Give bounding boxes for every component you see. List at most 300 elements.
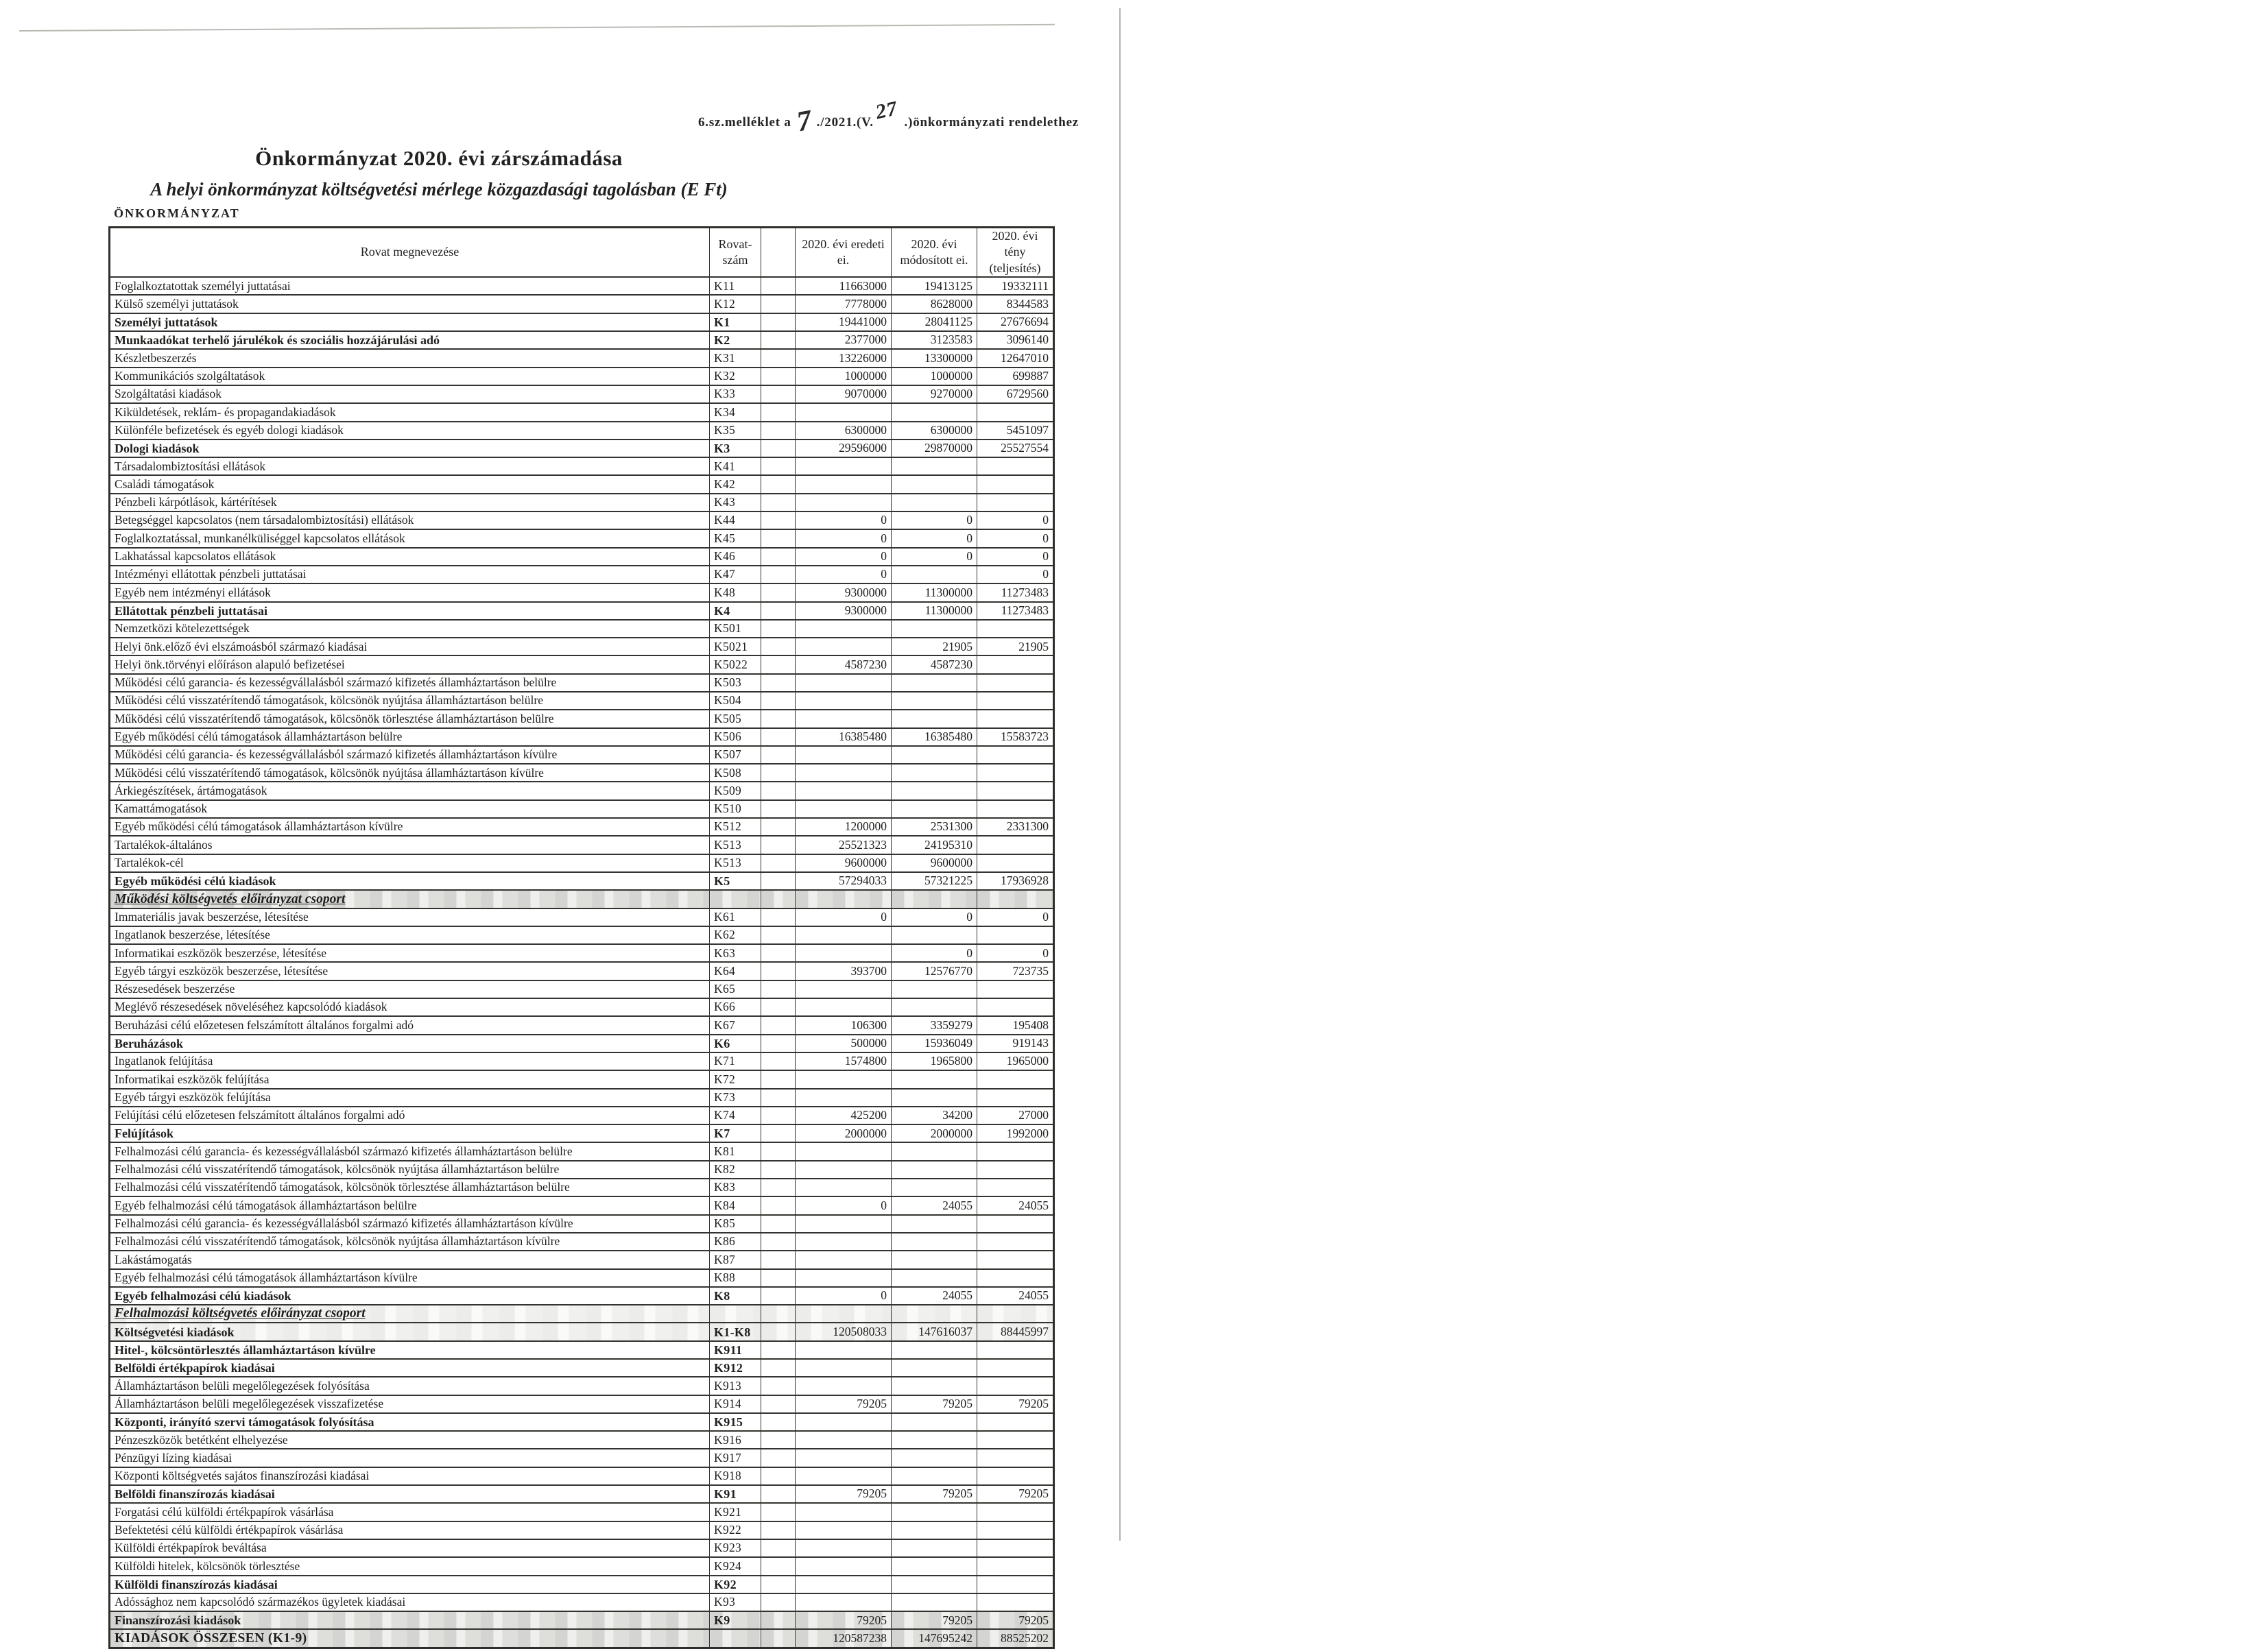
cell-actual <box>977 1161 1054 1179</box>
table-row <box>110 1052 1054 1070</box>
cell-actual <box>977 674 1054 692</box>
cell-actual: 88445997 <box>977 1323 1054 1340</box>
cell-code: K512 <box>710 818 761 836</box>
cell-name: Működési célú visszatérítendő támogatások, kölcsönök törlesztése államháztartáson belülre <box>110 710 710 727</box>
cell-code: K4 <box>710 602 761 620</box>
cell-original: 29596000 <box>796 440 892 457</box>
cell-modified <box>892 998 977 1016</box>
cell-actual: 699887 <box>977 368 1054 385</box>
cell-name: Árkiegészítések, ártámogatások <box>110 782 710 799</box>
table-row <box>110 728 1054 746</box>
cell-name: Egyéb felhalmozási célú támogatások államháztartáson kívülre <box>110 1269 710 1287</box>
cell-code: K32 <box>710 368 761 385</box>
table-row <box>110 440 1054 457</box>
cell-original <box>796 1269 892 1287</box>
header-actual: 2020. évi tény (teljesítés) <box>977 228 1054 278</box>
table-row <box>110 836 1054 854</box>
cell-gap <box>761 836 796 854</box>
table-row <box>110 1341 1054 1359</box>
attachment-annotation <box>698 97 1079 139</box>
table-row <box>110 368 1054 385</box>
cell-actual: 79205 <box>977 1395 1054 1413</box>
cell-gap <box>761 457 796 475</box>
cell-actual: 1965000 <box>977 1052 1054 1070</box>
cell-code: K66 <box>710 998 761 1016</box>
table-row <box>110 764 1054 782</box>
cell-modified: 13300000 <box>892 349 977 367</box>
cell-modified: 0 <box>892 908 977 926</box>
cell-actual: 8344583 <box>977 295 1054 313</box>
cell-original <box>796 944 892 962</box>
cell-modified: 0 <box>892 944 977 962</box>
header-original: 2020. évi eredeti ei. <box>796 228 892 278</box>
cell-code: K88 <box>710 1269 761 1287</box>
cell-modified: 16385480 <box>892 728 977 746</box>
cell-modified: 147695242 <box>892 1629 977 1648</box>
cell-modified <box>892 1359 977 1377</box>
cell-name: Egyéb működési célú támogatások államháztartáson kívülre <box>110 818 710 836</box>
cell-code: K7 <box>710 1124 761 1142</box>
cell-modified: 34200 <box>892 1107 977 1124</box>
cell-original <box>796 800 892 818</box>
table-row <box>110 1070 1054 1088</box>
cell-actual: 25527554 <box>977 440 1054 457</box>
cell-actual <box>977 1251 1054 1268</box>
header-row-name: Rovat megnevezése <box>110 228 710 278</box>
cell-code: K61 <box>710 908 761 926</box>
cell-actual: 723735 <box>977 962 1054 980</box>
cell-code <box>710 890 761 908</box>
cell-code: K46 <box>710 548 761 566</box>
cell-code: K45 <box>710 529 761 547</box>
cell-code: K44 <box>710 511 761 529</box>
table-row <box>110 1395 1054 1413</box>
cell-actual <box>977 800 1054 818</box>
cell-name: Belföldi finanszírozás kiadásai <box>110 1485 710 1503</box>
cell-code: K505 <box>710 710 761 727</box>
cell-actual: 12647010 <box>977 349 1054 367</box>
cell-gap <box>761 1016 796 1034</box>
cell-code: K501 <box>710 620 761 638</box>
cell-code: K503 <box>710 674 761 692</box>
cell-code: K86 <box>710 1233 761 1251</box>
header-modified: 2020. évi módosított ei. <box>892 228 977 278</box>
cell-code: K33 <box>710 385 761 403</box>
cell-actual: 79205 <box>977 1611 1054 1629</box>
table-row <box>110 1413 1054 1431</box>
cell-name: Pénzbeli kárpótlások, kártérítések <box>110 494 710 511</box>
cell-name: Államháztartáson belüli megelőlegezések folyósítása <box>110 1377 710 1395</box>
section-row <box>110 1305 1054 1323</box>
cell-name: Finanszírozási kiadások <box>110 1611 710 1629</box>
cell-modified: 2531300 <box>892 818 977 836</box>
cell-modified: 0 <box>892 548 977 566</box>
cell-code: K921 <box>710 1503 761 1521</box>
cell-original: 2000000 <box>796 1124 892 1142</box>
cell-modified <box>892 1557 977 1575</box>
cell-name: Működési célú garancia- és kezességvállalásból származó kifizetés államháztartáson belülre <box>110 674 710 692</box>
cell-original <box>796 926 892 944</box>
cell-actual <box>977 710 1054 727</box>
cell-code: K506 <box>710 728 761 746</box>
cell-name: Helyi önk.előző évi elszámoásból származó kiadásai <box>110 638 710 655</box>
cell-modified <box>892 800 977 818</box>
cell-actual: 11273483 <box>977 602 1054 620</box>
cell-gap <box>761 1359 796 1377</box>
cell-name: Lakhatással kapcsolatos ellátások <box>110 548 710 566</box>
cell-code: K504 <box>710 692 761 710</box>
cell-modified: 24055 <box>892 1196 977 1214</box>
table-row <box>110 1107 1054 1124</box>
cell-modified: 24195310 <box>892 836 977 854</box>
cell-gap <box>761 1629 796 1648</box>
cell-name: Kommunikációs szolgáltatások <box>110 368 710 385</box>
cell-gap <box>761 1431 796 1449</box>
table-row <box>110 800 1054 818</box>
cell-original <box>796 674 892 692</box>
cell-code: K914 <box>710 1395 761 1413</box>
cell-name: Foglalkoztatottak személyi juttatásai <box>110 277 710 295</box>
cell-modified: 4587230 <box>892 655 977 673</box>
cell-modified: 79205 <box>892 1485 977 1503</box>
cell-code: K5021 <box>710 638 761 655</box>
cell-name: Immateriális javak beszerzése, létesítése <box>110 908 710 926</box>
cell-code: K510 <box>710 800 761 818</box>
cell-modified: 0 <box>892 529 977 547</box>
cell-actual <box>977 998 1054 1016</box>
cell-gap <box>761 1611 796 1629</box>
cell-name: Beruházások <box>110 1035 710 1052</box>
cell-gap <box>761 710 796 727</box>
cell-code: K9 <box>710 1611 761 1629</box>
cell-actual <box>977 836 1054 854</box>
cell-name: Ellátottak pénzbeli juttatásai <box>110 602 710 620</box>
cell-original <box>796 1413 892 1431</box>
cell-name: Betegséggel kapcsolatos (nem társadalombiztosítási) ellátások <box>110 511 710 529</box>
cell-code: K65 <box>710 980 761 998</box>
cell-original <box>796 1431 892 1449</box>
cell-name: Külföldi értékpapírok beváltása <box>110 1539 710 1557</box>
cell-actual <box>977 1539 1054 1557</box>
cell-actual: 27000 <box>977 1107 1054 1124</box>
cell-modified <box>892 1431 977 1449</box>
cell-code: K91 <box>710 1485 761 1503</box>
cell-original: 393700 <box>796 962 892 980</box>
cell-gap <box>761 1557 796 1575</box>
table-row <box>110 980 1054 998</box>
cell-actual <box>977 1269 1054 1287</box>
cell-modified <box>892 1449 977 1467</box>
table-row <box>110 1035 1054 1052</box>
cell-name: Ingatlanok beszerzése, létesítése <box>110 926 710 944</box>
cell-actual: 88525202 <box>977 1629 1054 1648</box>
cell-gap <box>761 1576 796 1593</box>
cell-modified: 19413125 <box>892 277 977 295</box>
cell-modified: 28041125 <box>892 313 977 331</box>
cell-original: 25521323 <box>796 836 892 854</box>
cell-original <box>796 1341 892 1359</box>
cell-code: K31 <box>710 349 761 367</box>
cell-modified <box>892 1503 977 1521</box>
cell-original: 1200000 <box>796 818 892 836</box>
cell-code: K92 <box>710 1576 761 1593</box>
cell-modified: 21905 <box>892 638 977 655</box>
organization-label: ÖNKORMÁNYZAT <box>114 206 240 220</box>
cell-actual <box>977 1503 1054 1521</box>
cell-actual <box>977 655 1054 673</box>
table-row <box>110 529 1054 547</box>
table-row <box>110 548 1054 566</box>
cell-actual: 3096140 <box>977 331 1054 349</box>
cell-actual <box>977 764 1054 782</box>
cell-original <box>796 998 892 1016</box>
cell-code: K71 <box>710 1052 761 1070</box>
cell-name: Forgatási célú külföldi értékpapírok vásárlása <box>110 1503 710 1521</box>
page-edge-line <box>1119 8 1121 1541</box>
cell-gap <box>761 1341 796 1359</box>
cell-gap <box>761 1467 796 1485</box>
cell-original: 9300000 <box>796 583 892 601</box>
cell-original: 4587230 <box>796 655 892 673</box>
cell-actual: 17936928 <box>977 872 1054 890</box>
cell-modified <box>892 1179 977 1196</box>
cell-name: Informatikai eszközök beszerzése, létesítése <box>110 944 710 962</box>
cell-modified: 57321225 <box>892 872 977 890</box>
cell-original: 13226000 <box>796 349 892 367</box>
table-row <box>110 908 1054 926</box>
cell-name: Befektetési célú külföldi értékpapírok vásárlása <box>110 1521 710 1539</box>
cell-original <box>796 638 892 655</box>
cell-modified <box>892 1377 977 1395</box>
table-row <box>110 1089 1054 1107</box>
cell-gap <box>761 1124 796 1142</box>
cell-gap <box>761 800 796 818</box>
cell-modified: 9600000 <box>892 854 977 872</box>
cell-original: 19441000 <box>796 313 892 331</box>
annotation-suffix: .)önkormányzati rendelethez <box>904 115 1079 130</box>
cell-gap <box>761 944 796 962</box>
cell-modified <box>892 764 977 782</box>
cell-gap <box>761 511 796 529</box>
cell-gap <box>761 602 796 620</box>
cell-name: Egyéb tárgyi eszközök beszerzése, létesítése <box>110 962 710 980</box>
cell-code: K922 <box>710 1521 761 1539</box>
cell-code: K915 <box>710 1413 761 1431</box>
cell-actual: 79205 <box>977 1485 1054 1503</box>
table-row <box>110 313 1054 331</box>
cell-modified <box>892 1161 977 1179</box>
cell-code: K67 <box>710 1016 761 1034</box>
cell-gap <box>761 583 796 601</box>
cell-name: Informatikai eszközök felújítása <box>110 1070 710 1088</box>
table-row <box>110 674 1054 692</box>
table-row <box>110 818 1054 836</box>
table-row <box>110 475 1054 493</box>
cell-name: Központi költségvetés sajátos finanszírozási kiadásai <box>110 1467 710 1485</box>
cell-actual <box>977 1341 1054 1359</box>
table-row <box>110 511 1054 529</box>
cell-original <box>796 620 892 638</box>
cell-name: Egyéb működési célú támogatások államháztartáson belülre <box>110 728 710 746</box>
cell-gap <box>761 1539 796 1557</box>
cell-original <box>796 403 892 421</box>
cell-code: K62 <box>710 926 761 944</box>
cell-gap <box>761 475 796 493</box>
cell-gap <box>761 890 796 908</box>
table-row <box>110 331 1054 349</box>
cell-actual <box>977 1142 1054 1160</box>
table-row <box>110 620 1054 638</box>
cell-code <box>710 1629 761 1648</box>
table-row <box>110 655 1054 673</box>
cell-actual <box>977 494 1054 511</box>
cell-original: 9300000 <box>796 602 892 620</box>
cell-original: 0 <box>796 511 892 529</box>
cell-actual: 19332111 <box>977 277 1054 295</box>
cell-code: K34 <box>710 403 761 421</box>
cell-gap <box>761 440 796 457</box>
table-row <box>110 1142 1054 1160</box>
cell-modified <box>892 1089 977 1107</box>
cell-modified: 79205 <box>892 1395 977 1413</box>
cell-modified <box>892 566 977 583</box>
cell-gap <box>761 1052 796 1070</box>
cell-gap <box>761 1503 796 1521</box>
cell-actual <box>977 1233 1054 1251</box>
cell-original: 9600000 <box>796 854 892 872</box>
cell-original: 79205 <box>796 1395 892 1413</box>
cell-modified: 6300000 <box>892 422 977 440</box>
cell-original <box>796 1449 892 1467</box>
cell-gap <box>761 1035 796 1052</box>
table-row <box>110 1124 1054 1142</box>
cell-actual: 24055 <box>977 1196 1054 1214</box>
cell-name: Társadalombiztosítási ellátások <box>110 457 710 475</box>
cell-code: K43 <box>710 494 761 511</box>
cell-actual: 5451097 <box>977 422 1054 440</box>
handwritten-day: 27 <box>874 97 900 124</box>
cell-actual: 11273483 <box>977 583 1054 601</box>
cell-actual: 0 <box>977 908 1054 926</box>
table-row <box>110 638 1054 655</box>
cell-actual <box>977 1557 1054 1575</box>
cell-original <box>796 1233 892 1251</box>
table-row <box>110 602 1054 620</box>
cell-name: Dologi kiadások <box>110 440 710 457</box>
cell-modified <box>892 1413 977 1431</box>
cell-gap <box>761 980 796 998</box>
cell-modified: 11300000 <box>892 602 977 620</box>
cell-modified <box>892 926 977 944</box>
cell-actual: 27676694 <box>977 313 1054 331</box>
cell-modified: 3123583 <box>892 331 977 349</box>
page-title: Önkormányzat 2020. évi zárszámadása <box>255 146 623 170</box>
cell-name: Külföldi hitelek, kölcsönök törlesztése <box>110 1557 710 1575</box>
cell-modified <box>892 475 977 493</box>
cell-original <box>796 1359 892 1377</box>
table-row <box>110 854 1054 872</box>
table-row <box>110 1215 1054 1233</box>
table-row <box>110 1269 1054 1287</box>
cell-modified <box>892 1305 977 1323</box>
cell-original: 57294033 <box>796 872 892 890</box>
cell-code <box>710 1305 761 1323</box>
cell-name: Készletbeszerzés <box>110 349 710 367</box>
cell-code: K911 <box>710 1341 761 1359</box>
header-gap <box>761 228 796 278</box>
cell-gap <box>761 1089 796 1107</box>
cell-gap <box>761 655 796 673</box>
table-row <box>110 1359 1054 1377</box>
table-row <box>110 295 1054 313</box>
cell-code: K74 <box>710 1107 761 1124</box>
cell-modified <box>892 1233 977 1251</box>
cell-actual: 0 <box>977 944 1054 962</box>
cell-gap <box>761 1215 796 1233</box>
cell-original: 0 <box>796 566 892 583</box>
table-row <box>110 1576 1054 1593</box>
cell-original <box>796 1467 892 1485</box>
cell-gap <box>761 1161 796 1179</box>
cell-original <box>796 890 892 908</box>
cell-code: K84 <box>710 1196 761 1214</box>
cell-code: K513 <box>710 854 761 872</box>
cell-original <box>796 475 892 493</box>
cell-code: K12 <box>710 295 761 313</box>
cell-gap <box>761 746 796 764</box>
cell-code: K917 <box>710 1449 761 1467</box>
table-row <box>110 746 1054 764</box>
scan-edge-line <box>19 24 1055 32</box>
cell-code: K42 <box>710 475 761 493</box>
cell-modified <box>892 1467 977 1485</box>
cell-gap <box>761 1233 796 1251</box>
cell-gap <box>761 1107 796 1124</box>
cell-code: K924 <box>710 1557 761 1575</box>
cell-name: Felújítások <box>110 1124 710 1142</box>
cell-original: 120508033 <box>796 1323 892 1340</box>
cell-gap <box>761 728 796 746</box>
cell-actual <box>977 475 1054 493</box>
cell-name: Felújítási célú előzetesen felszámított általános forgalmi adó <box>110 1107 710 1124</box>
cell-name: Egyéb nem intézményi ellátások <box>110 583 710 601</box>
cell-name: Lakástámogatás <box>110 1251 710 1268</box>
cell-actual <box>977 1070 1054 1088</box>
cell-name: Helyi önk.törvényi előíráson alapuló befizetései <box>110 655 710 673</box>
table-row <box>110 1431 1054 1449</box>
cell-actual: 0 <box>977 566 1054 583</box>
cell-modified: 1000000 <box>892 368 977 385</box>
cell-gap <box>761 1142 796 1160</box>
cell-actual <box>977 1089 1054 1107</box>
cell-actual: 15583723 <box>977 728 1054 746</box>
cell-original <box>796 1215 892 1233</box>
cell-name: Felhalmozási költségvetés előirányzat csoport <box>110 1305 710 1323</box>
table-row <box>110 926 1054 944</box>
cell-gap <box>761 1449 796 1467</box>
cell-name: Belföldi értékpapírok kiadásai <box>110 1359 710 1377</box>
cell-original: 16385480 <box>796 728 892 746</box>
cell-actual: 0 <box>977 511 1054 529</box>
cell-gap <box>761 1413 796 1431</box>
cell-code: K87 <box>710 1251 761 1268</box>
cell-name: KIADÁSOK ÖSSZESEN (K1-9) <box>110 1629 710 1648</box>
table-row <box>110 1503 1054 1521</box>
cell-modified: 9270000 <box>892 385 977 403</box>
cell-modified <box>892 1521 977 1539</box>
cell-original: 120587238 <box>796 1629 892 1648</box>
cell-name: Felhalmozási célú visszatérítendő támogatások, kölcsönök nyújtása államháztartáson belülre <box>110 1161 710 1179</box>
